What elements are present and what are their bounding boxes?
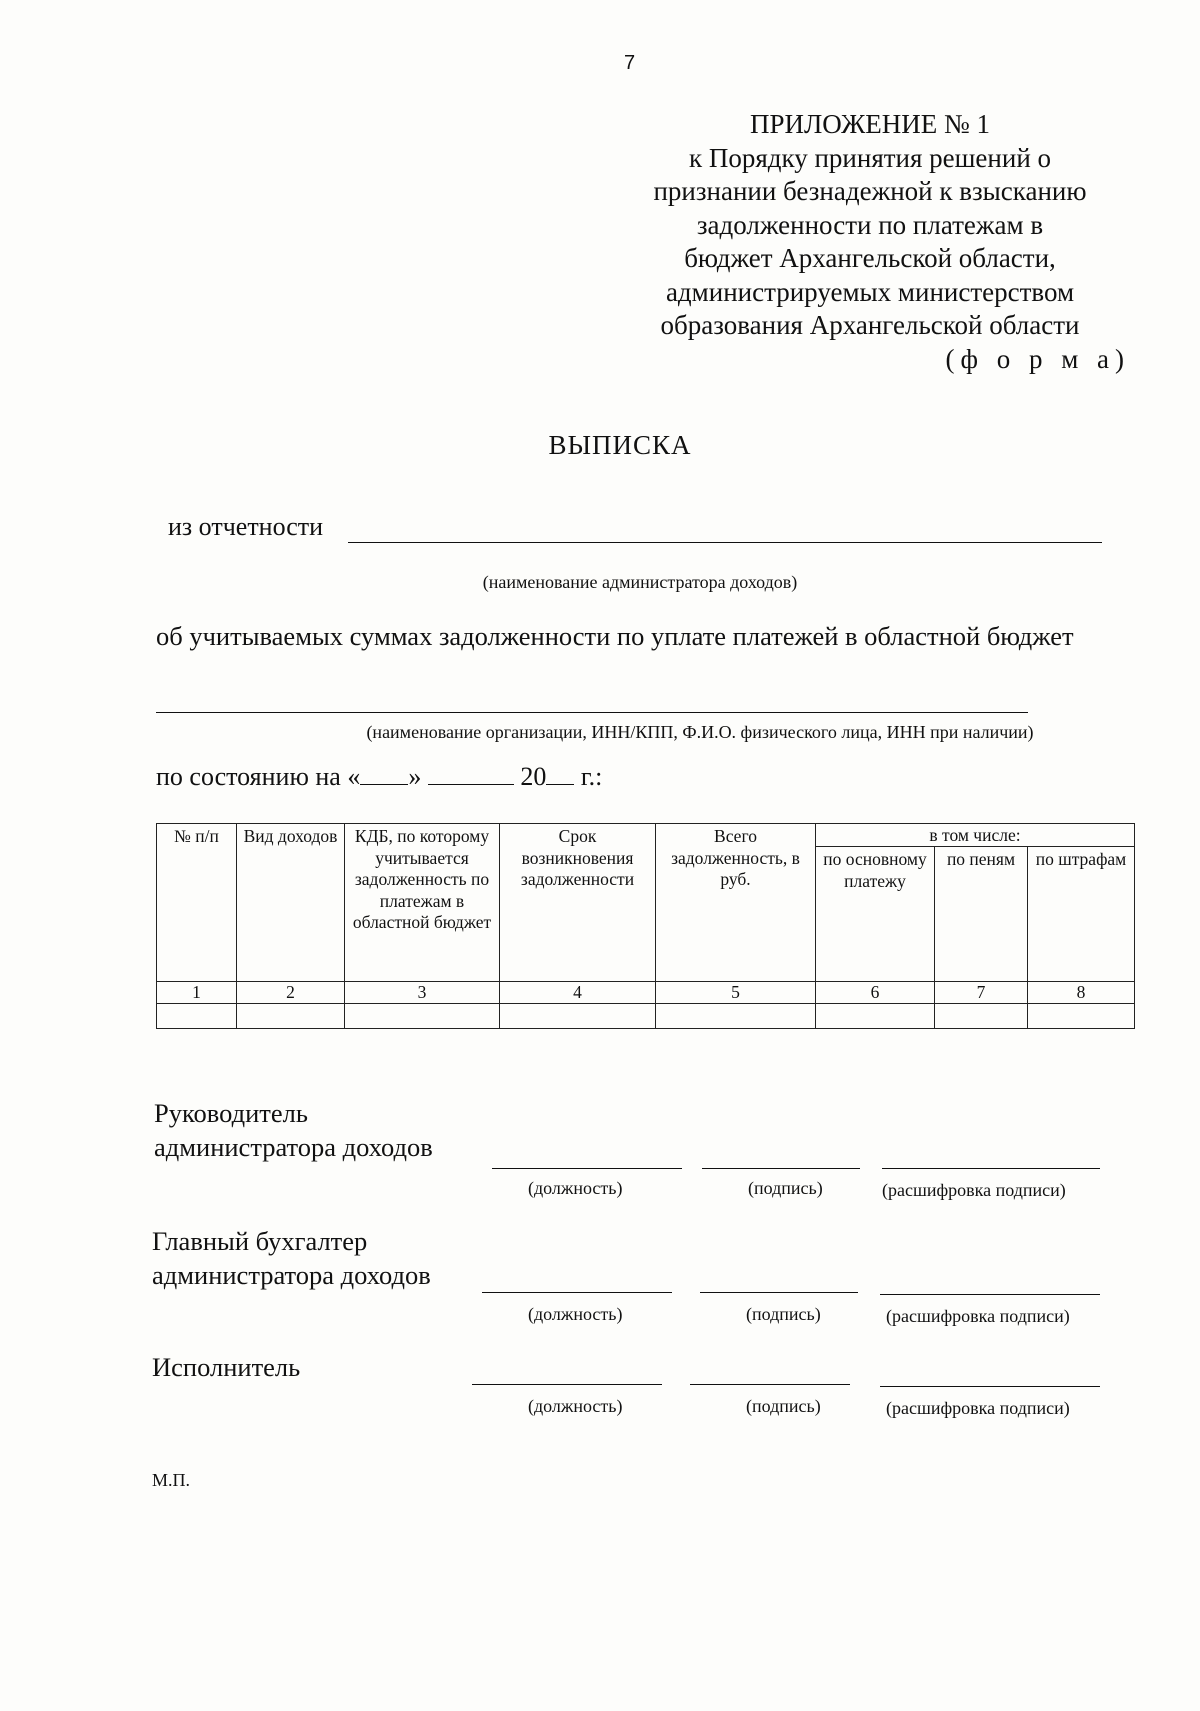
debt-table xyxy=(156,823,1135,1029)
year-prefix: 20 xyxy=(520,762,547,791)
form-label: (ф о р м а) xyxy=(945,344,1130,374)
header-including: в том числе: xyxy=(816,824,1135,847)
as-of-suffix: г.: xyxy=(580,762,603,791)
as-of-mid: » xyxy=(408,762,422,791)
header-penalties: по пеням xyxy=(935,847,1028,982)
appendix-line: задолженности по платежам в xyxy=(696,209,1044,240)
name-caption: (расшифровка подписи) xyxy=(886,1306,1070,1326)
signature-caption: (подпись) xyxy=(748,1178,823,1198)
signature-label-line: Исполнитель xyxy=(152,1352,301,1382)
month-field[interactable] xyxy=(428,762,514,785)
appendix-heading xyxy=(610,108,1130,343)
appendix-line: к Порядку принятия решений о xyxy=(688,142,1052,173)
column-number: 5 xyxy=(656,982,816,1004)
column-number: 2 xyxy=(237,982,345,1004)
position-caption: (должность) xyxy=(528,1396,623,1416)
signature-caption: (подпись) xyxy=(746,1396,821,1416)
table-cell[interactable] xyxy=(157,1004,237,1029)
table-row xyxy=(157,1004,1135,1029)
appendix-line: администрируемых министерством xyxy=(665,276,1075,307)
as-of-date xyxy=(156,762,602,792)
table-cell[interactable] xyxy=(935,1004,1028,1029)
chief-accountant-signature-label xyxy=(152,1224,431,1292)
executor-position-field[interactable] xyxy=(472,1384,662,1385)
column-number: 3 xyxy=(345,982,500,1004)
about-text: об учитываемых суммах задолженности по уплате платежей в областной бюджет xyxy=(156,621,1074,651)
from-report-label: из отчетности xyxy=(168,512,324,541)
head-position-field[interactable] xyxy=(492,1168,682,1169)
signature-label-line: Главный бухгалтер xyxy=(152,1226,368,1256)
signature-label-line: администратора доходов xyxy=(152,1260,431,1290)
as-of-prefix: по состоянию на « xyxy=(156,762,361,791)
column-number: 1 xyxy=(157,982,237,1004)
stamp-label: М.П. xyxy=(152,1470,191,1490)
column-number: 6 xyxy=(816,982,935,1004)
appendix-line: ПРИЛОЖЕНИЕ № 1 xyxy=(749,109,991,139)
column-number: 4 xyxy=(500,982,656,1004)
header-total-debt: Всего задолженность, в руб. xyxy=(656,824,816,982)
column-number: 7 xyxy=(935,982,1028,1004)
executor-signature-field[interactable] xyxy=(690,1384,850,1385)
header-main-payment: по основному платежу xyxy=(816,847,935,982)
administrator-name-caption: (наименование администратора доходов) xyxy=(482,572,798,592)
executor-signature-label xyxy=(152,1350,300,1384)
document-title: ВЫПИСКА xyxy=(548,430,692,460)
header-kdb: КДБ, по которому учитывается задолженность по платежам в областной бюджет xyxy=(345,824,500,982)
year-field[interactable] xyxy=(546,762,574,785)
table-cell[interactable] xyxy=(500,1004,656,1029)
position-caption: (должность) xyxy=(528,1304,623,1324)
signature-caption: (подпись) xyxy=(746,1304,821,1324)
position-caption: (должность) xyxy=(528,1178,623,1198)
executor-name-field[interactable] xyxy=(880,1386,1100,1387)
appendix-line: бюджет Архангельской области, xyxy=(684,243,1056,273)
head-signature-field[interactable] xyxy=(702,1168,860,1169)
organization-name-field[interactable] xyxy=(156,712,1028,713)
signature-label-line: Руководитель xyxy=(154,1098,308,1128)
table-cell[interactable] xyxy=(345,1004,500,1029)
header-number: № п/п xyxy=(157,824,237,982)
table-cell[interactable] xyxy=(1028,1004,1135,1029)
page-number: 7 xyxy=(624,52,636,74)
table-cell[interactable] xyxy=(656,1004,816,1029)
day-field[interactable] xyxy=(360,762,408,785)
name-caption: (расшифровка подписи) xyxy=(882,1180,1066,1200)
appendix-line: признании безнадежной к взысканию xyxy=(653,176,1087,206)
accountant-signature-field[interactable] xyxy=(700,1292,858,1293)
head-name-field[interactable] xyxy=(882,1168,1100,1169)
accountant-name-field[interactable] xyxy=(880,1294,1100,1295)
signature-label-line: администратора доходов xyxy=(154,1132,433,1162)
header-debt-term: Срок возникновения задолженности xyxy=(500,824,656,982)
appendix-line: образования Архангельской области xyxy=(660,310,1080,340)
head-signature-label xyxy=(154,1096,433,1164)
header-income-type: Вид доходов xyxy=(237,824,345,982)
table-cell[interactable] xyxy=(816,1004,935,1029)
column-number: 8 xyxy=(1028,982,1135,1004)
accountant-position-field[interactable] xyxy=(482,1292,672,1293)
header-fines: по штрафам xyxy=(1028,847,1135,982)
name-caption: (расшифровка подписи) xyxy=(886,1398,1070,1418)
administrator-name-field[interactable] xyxy=(348,542,1102,543)
table-cell[interactable] xyxy=(237,1004,345,1029)
organization-name-caption: (наименование организации, ИНН/КПП, Ф.И.О. физического лица, ИНН при наличии) xyxy=(366,722,1034,742)
